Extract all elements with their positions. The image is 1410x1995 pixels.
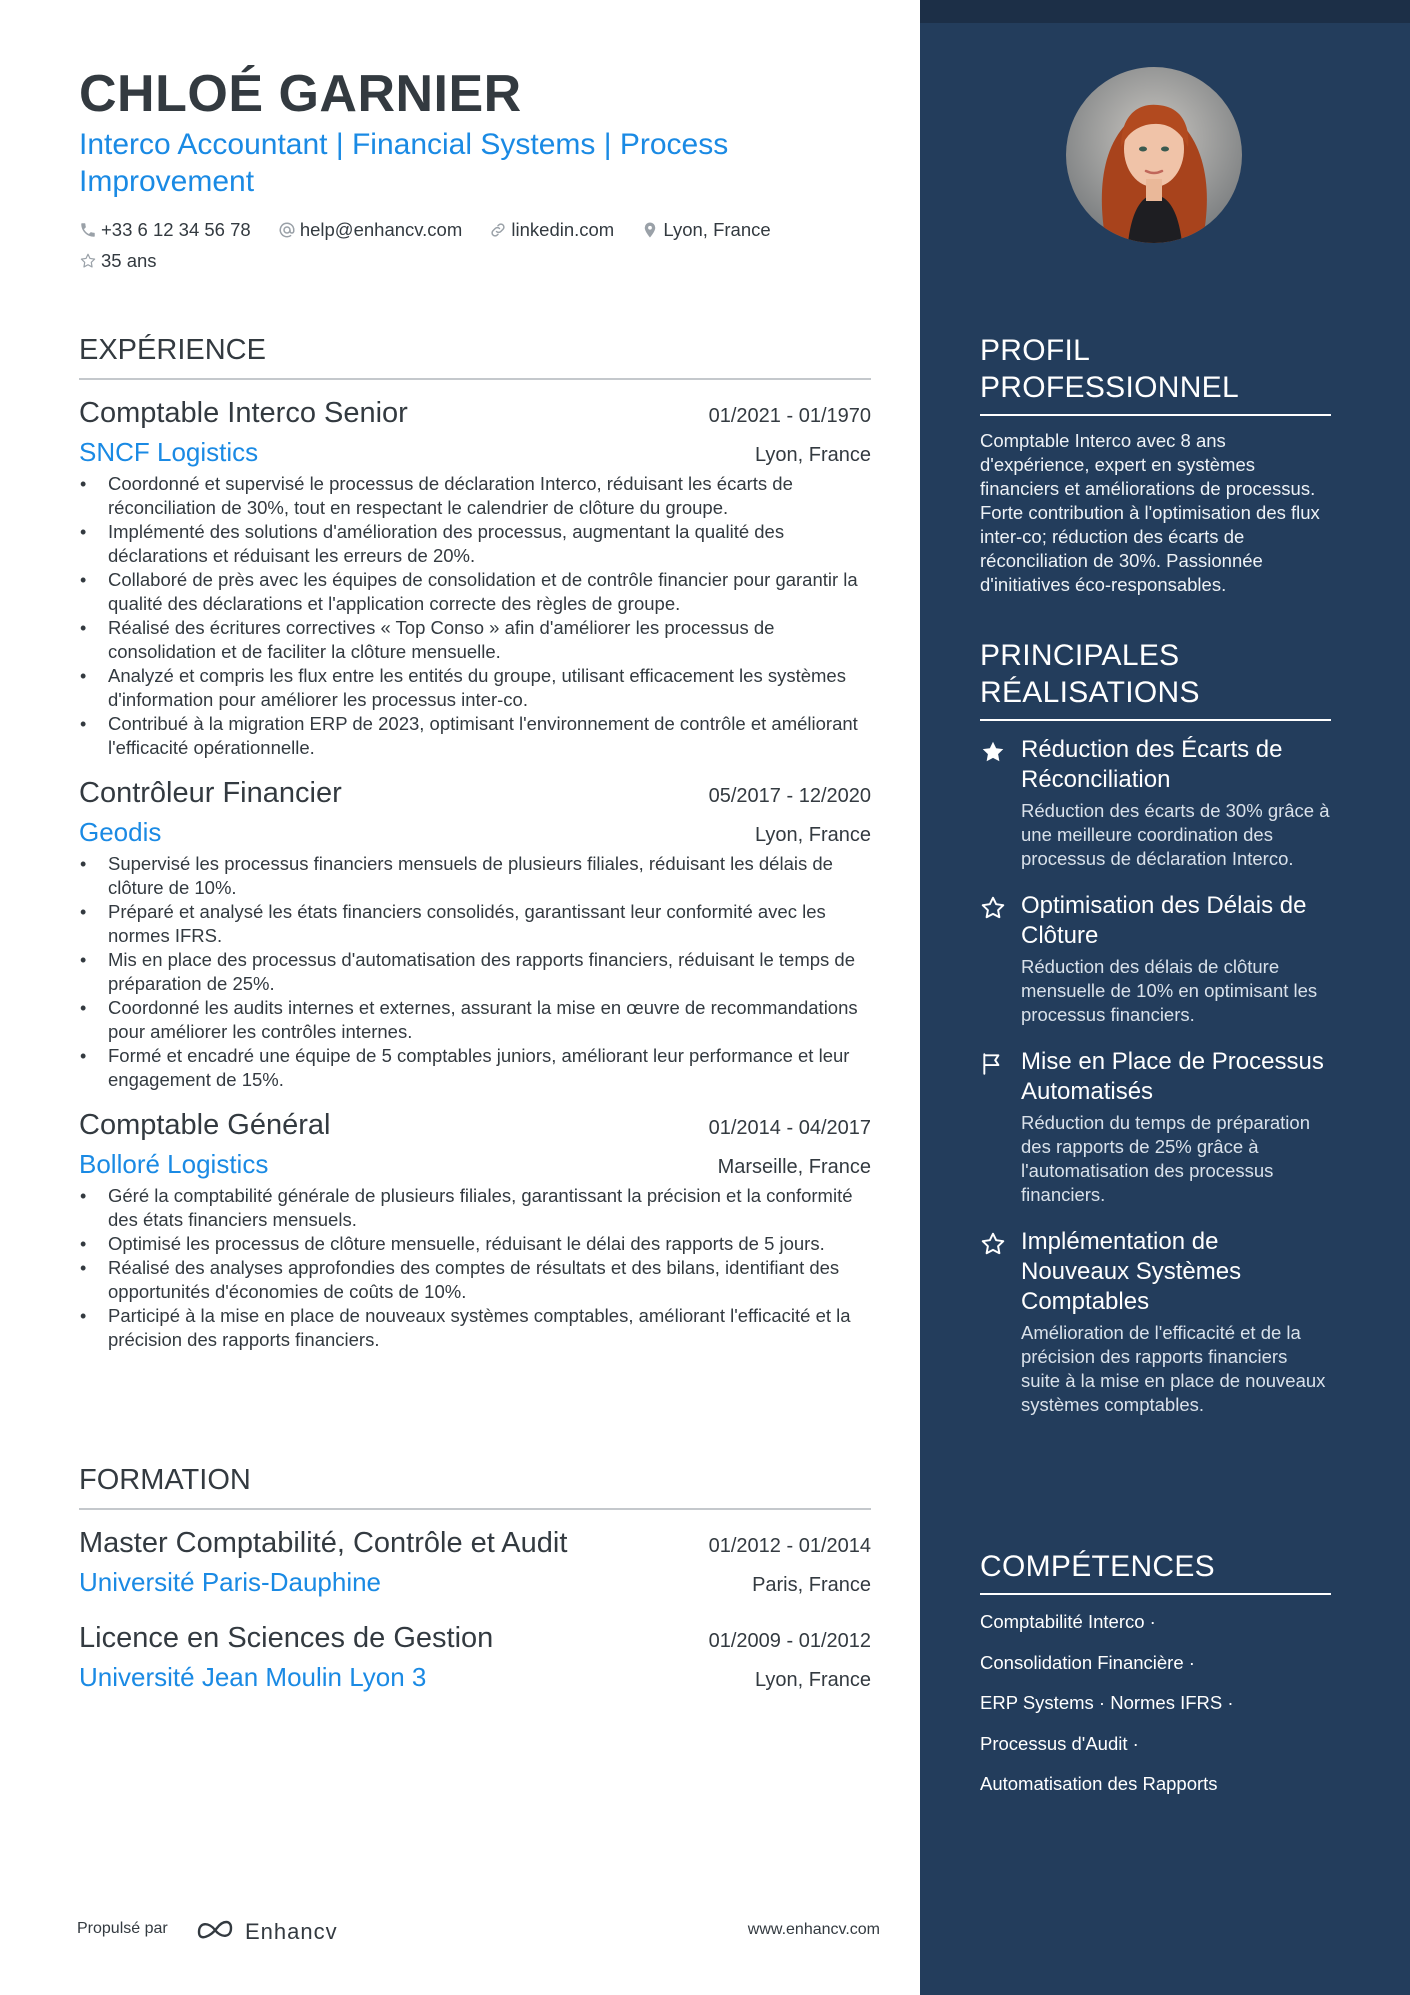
education-title: FORMATION (79, 1462, 871, 1510)
headline: Interco Accountant | Financial Systems | Process Improvement (79, 128, 729, 198)
svg-text:Enhancv: Enhancv (245, 1919, 338, 1944)
contact-email[interactable] (278, 216, 462, 244)
star-outline-icon (79, 252, 97, 270)
degree-title: Master Comptabilité, Contrôle et Audit (79, 1527, 568, 1559)
achievement-title: Mise en Place de Processus Automatisés (1021, 1048, 1324, 1105)
footer (77, 1910, 880, 1950)
job-date: 01/2021 - 01/1970 (708, 405, 871, 427)
job-location: Marseille, France (717, 1156, 871, 1178)
achievement-title: Réduction des Écarts de Réconciliation (1021, 736, 1283, 793)
achievement-item (980, 891, 1331, 1027)
achievement-desc: Réduction du temps de préparation des rapports de 25% grâce à l'automatisation des processus financiers. (1021, 1112, 1310, 1205)
bullet-item: • Coordonné les audits internes et externes, assurant la mise en œuvre de recommandations pour améliorer les contrôles internes. (108, 996, 871, 1044)
education-section (79, 1462, 871, 1693)
education-date: 01/2009 - 01/2012 (708, 1630, 871, 1652)
bullet-item: • Formé et encadré une équipe de 5 comptables juniors, améliorant leur performance et leur engagement de 15%. (108, 1044, 871, 1092)
contact-list (79, 216, 871, 278)
job-date: 05/2017 - 12/2020 (708, 785, 871, 807)
bullet-item: • Collaboré de près avec les équipes de consolidation et de contrôle financier pour garantir la qualité des déclarations et l'application correcte des règles de groupe. (108, 568, 871, 616)
sidebar (920, 0, 1410, 1995)
skill-item: Consolidation Financière · (980, 1651, 1195, 1673)
job-entry (79, 1107, 871, 1352)
education-location: Paris, France (752, 1574, 871, 1596)
website-link[interactable]: www.enhancv.com (747, 1921, 880, 1938)
profile-section (980, 332, 1331, 597)
skills-list (980, 1610, 1331, 1796)
bullet-item: • Coordonné et supervisé le processus de déclaration Interco, réduisant les écarts de réconciliation de 30%, tout en respectant le calendrier de clôture du groupe. (108, 472, 871, 520)
job-bullets (79, 852, 871, 1092)
skills-title: COMPÉTENCES (980, 1548, 1331, 1595)
job-location: Lyon, France (755, 824, 871, 846)
skill-item: Comptabilité Interco · (980, 1611, 1156, 1632)
job-bullets (79, 472, 871, 760)
school-name: Université Jean Moulin Lyon 3 (79, 1662, 427, 1692)
bullet-item: • Réalisé des écritures correctives « Top Conso » afin d'améliorer les processus de consolidation et de faciliter la clôture mensuelle. (108, 616, 871, 664)
job-bullets (79, 1184, 871, 1352)
at-icon (278, 221, 296, 239)
experience-section (79, 332, 871, 1352)
company-name: Bolloré Logistics (79, 1149, 269, 1179)
job-title: Comptable Interco Senior (79, 397, 408, 429)
achievement-item (980, 735, 1331, 871)
skill-item: ERP Systems · Normes IFRS · (980, 1692, 1234, 1713)
job-location: Lyon, France (755, 444, 871, 466)
achievement-item (980, 1047, 1331, 1207)
job-entry (79, 775, 871, 1092)
achievement-title: Optimisation des Délais de Clôture (1021, 892, 1307, 949)
company-name: Geodis (79, 817, 162, 847)
star-outline-icon (980, 1231, 1006, 1257)
education-entry (79, 1620, 871, 1693)
job-title: Comptable Général (79, 1109, 331, 1141)
location-pin-icon (641, 221, 659, 239)
age-text: 35 ans (101, 250, 157, 271)
bullet-item: • Réalisé des analyses approfondies des comptes de résultats et des bilans, identifiant des opportunités d'économies de coûts de 10%. (108, 1256, 871, 1304)
bullet-item: • Participé à la mise en place de nouveaux systèmes comptables, améliorant l'efficacité et la précision des rapports financiers. (108, 1304, 871, 1352)
bullet-item: • Mis en place des processus d'automatisation des rapports financiers, réduisant le temps de préparation de 25%. (108, 948, 871, 996)
achievement-desc: Réduction des écarts de 30% grâce à une meilleure coordination des processus de déclaration Interco. (1021, 800, 1330, 869)
location-text: Lyon, France (663, 219, 771, 240)
phone-icon (79, 221, 97, 239)
contact-location (641, 216, 770, 244)
contact-phone[interactable] (79, 216, 251, 244)
achievement-desc: Réduction des délais de clôture mensuelle de 10% en optimisant les processus financiers. (1021, 956, 1318, 1025)
company-name: SNCF Logistics (79, 437, 259, 467)
achievements-section (980, 637, 1331, 1417)
star-outline-icon (980, 895, 1006, 921)
email-text: help@enhancv.com (299, 219, 463, 240)
profile-photo (1066, 67, 1242, 243)
bullet-item: • Analyzé et compris les flux entre les entités du groupe, utilisant efficacement les systèmes d'information pour améliorer les processus inter-co. (108, 664, 871, 712)
education-date: 01/2012 - 01/2014 (708, 1535, 871, 1557)
bullet-item: • Contribué à la migration ERP de 2023, optimisant l'environnement de contrôle et améliorant l'efficacité opérationnelle. (108, 712, 871, 760)
skill-item: Processus d'Audit · (980, 1732, 1139, 1754)
degree-title: Licence en Sciences de Gestion (79, 1622, 494, 1654)
link-icon (489, 221, 507, 239)
linkedin-text: linkedin.com (511, 219, 615, 240)
job-date: 01/2014 - 04/2017 (708, 1117, 871, 1139)
bullet-item: • Préparé et analysé les états financiers consolidés, garantissant leur conformité avec les normes IFRS. (108, 900, 871, 948)
education-entry (79, 1525, 871, 1598)
enhancv-logo[interactable] (195, 1910, 355, 1950)
school-name: Université Paris-Dauphine (79, 1567, 382, 1597)
achievement-item (980, 1227, 1331, 1417)
flag-icon (980, 1051, 1006, 1077)
candidate-name: CHLOÉ GARNIER (79, 65, 522, 123)
job-title: Contrôleur Financier (79, 777, 342, 809)
contact-age (79, 247, 157, 275)
skill-item: Automatisation des Rapports (980, 1773, 1218, 1794)
achievements-title: PRINCIPALES RÉALISATIONS (980, 637, 1331, 721)
sidebar-top-bar (920, 0, 1410, 23)
bullet-item: • Optimisé les processus de clôture mensuelle, réduisant le délai des rapports de 5 jours. (108, 1232, 871, 1256)
experience-title: EXPÉRIENCE (79, 332, 871, 380)
skills-section (980, 1548, 1331, 1813)
bullet-item: • Implémenté des solutions d'amélioration des processus, augmentant la qualité des déclarations et réduisant les erreurs de 20%. (108, 520, 871, 568)
bullet-item: • Supervisé les processus financiers mensuels de plusieurs filiales, réduisant les délais de clôture de 10%. (108, 852, 871, 900)
star-filled-icon (980, 739, 1006, 765)
profile-title: PROFIL PROFESSIONNEL (980, 332, 1331, 416)
profile-text: Comptable Interco avec 8 ans d'expérience, expert en systèmes financiers et améliorations de processus. Forte contribution à l'optimisation des flux inter-co; réduction des écarts de réconciliation de 30%. Passionnée d'initiatives éco-responsables. (980, 430, 1320, 595)
achievement-desc: Amélioration de l'efficacité et de la précision des rapports financiers suite à la mise en place de nouveaux systèmes comptables. (1021, 1322, 1326, 1415)
achievements-list (980, 735, 1331, 1417)
education-location: Lyon, France (755, 1669, 871, 1691)
achievement-title: Implémentation de Nouveaux Systèmes Comptables (1021, 1228, 1242, 1315)
phone-text: +33 6 12 34 56 78 (101, 219, 251, 240)
contact-linkedin[interactable] (489, 216, 614, 244)
powered-by-text: Propulsé par (77, 1920, 168, 1937)
bullet-item: • Géré la comptabilité générale de plusieurs filiales, garantissant la précision et la conformité des états financiers mensuels. (108, 1184, 871, 1232)
job-entry (79, 395, 871, 760)
